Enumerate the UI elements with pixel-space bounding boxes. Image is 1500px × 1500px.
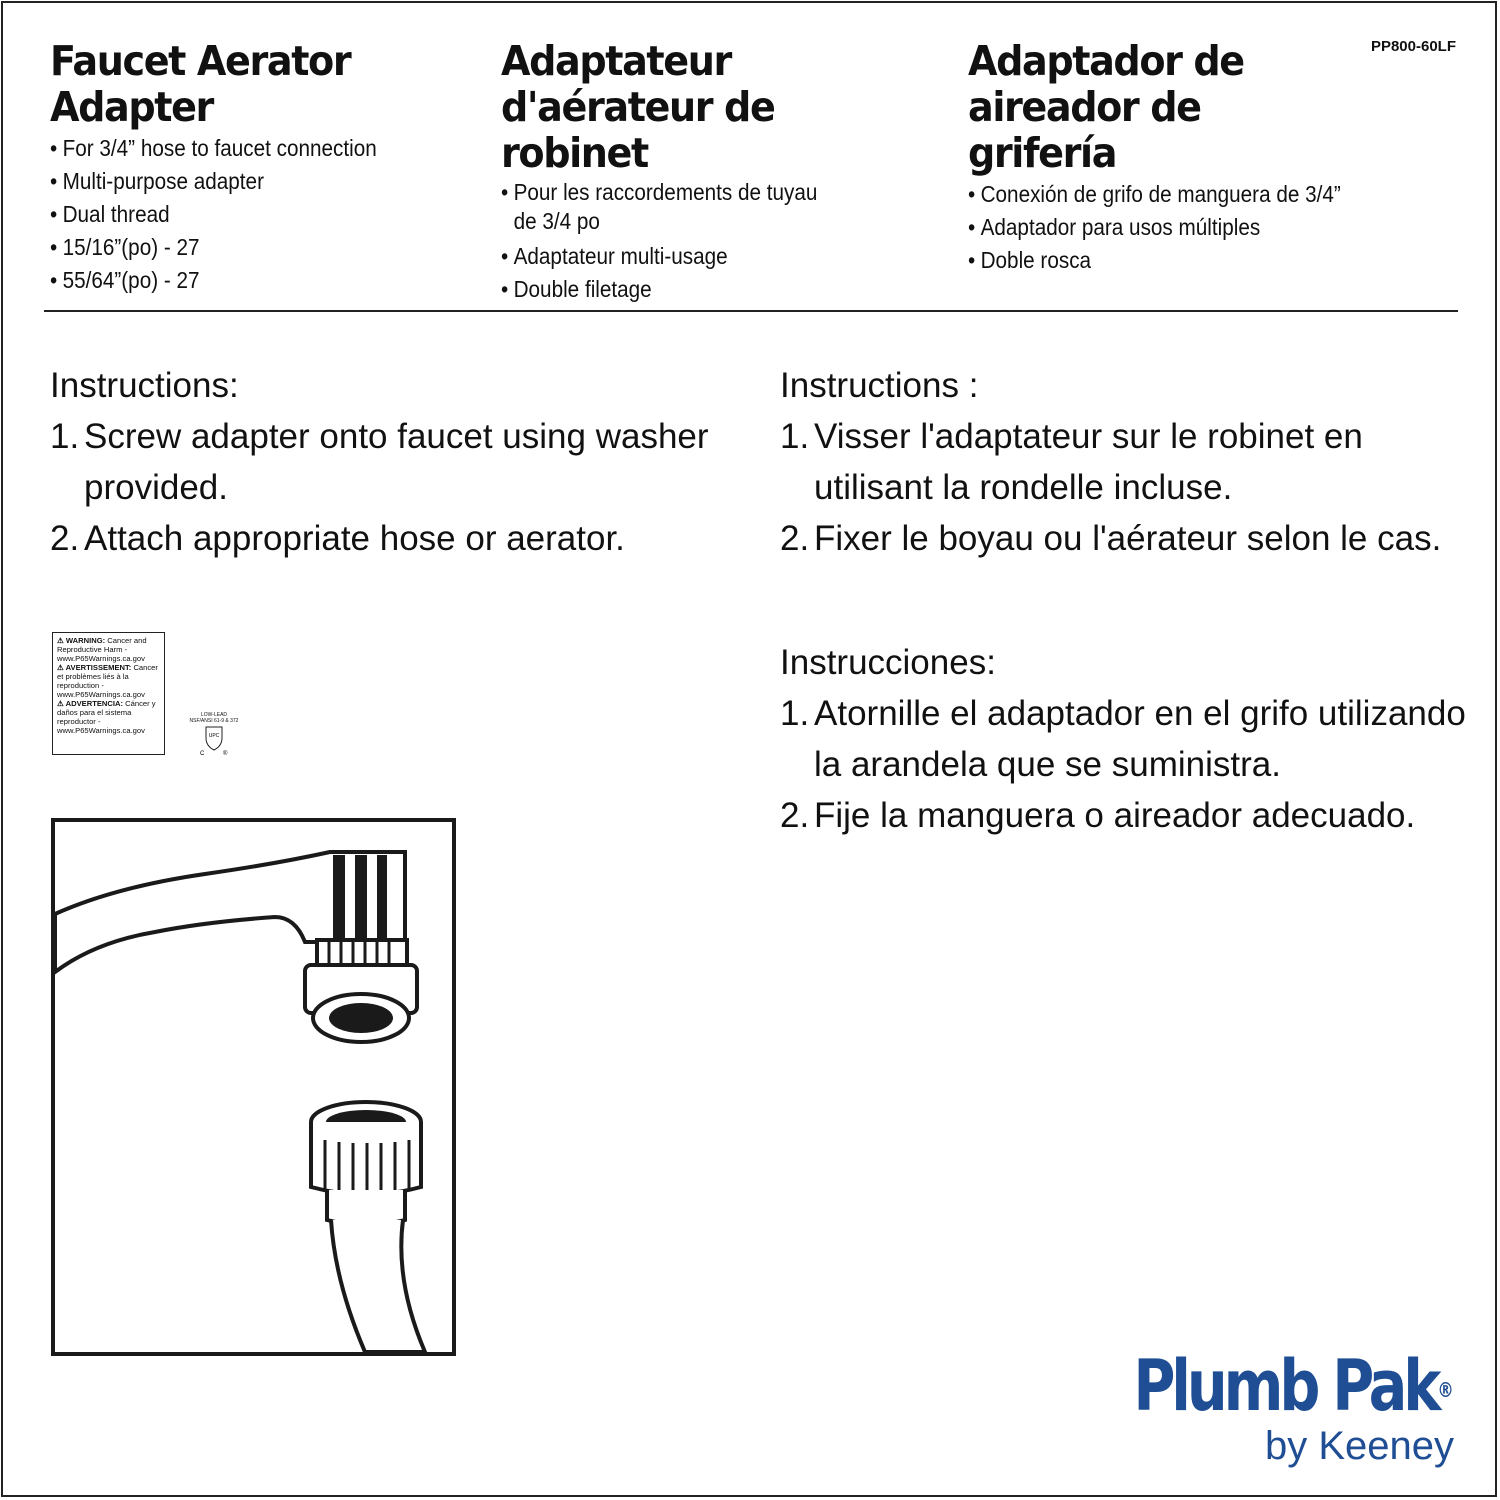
list-item: • Dual thread: [50, 198, 428, 231]
spanish-title: Adaptador de aireador de grifería: [968, 37, 1244, 177]
french-instructions: [780, 360, 1470, 564]
list-item: • Multi-purpose adapter: [50, 165, 428, 198]
spanish-instructions: [780, 637, 1470, 841]
faucet-adapter-drawing: [55, 822, 452, 1352]
spanish-features: [968, 178, 1368, 277]
spanish-header: [968, 38, 1368, 277]
hose: [331, 1220, 425, 1352]
instruction-step: 1. Visser l'adaptateur sur le robinet en utilisant la rondelle incluse.: [780, 417, 1363, 507]
instructions-heading: Instrucciones:: [780, 643, 996, 682]
list-item: • Doble rosca: [968, 244, 1328, 277]
instruction-step: 2. Fixer le boyau ou l'aérateur selon le cas.: [780, 519, 1442, 558]
french-features: [501, 178, 851, 306]
instruction-step: 2. Attach appropriate hose or aerator.: [50, 519, 625, 558]
svg-text:UPC: UPC: [208, 733, 220, 739]
prop65-warning-box: [52, 632, 165, 755]
english-instructions: [50, 360, 710, 564]
instructions-heading: Instructions :: [780, 366, 979, 405]
list-item: • 55/64”(po) - 27: [50, 264, 428, 297]
list-item: • 15/16”(po) - 27: [50, 231, 428, 264]
list-item: • Conexión de grifo de manguera de 3/4”: [968, 178, 1328, 211]
svg-text:C: C: [200, 751, 205, 757]
english-header: [50, 38, 470, 297]
french-header: [501, 38, 851, 306]
list-item: • Pour les raccordements de tuyau de 3/4 po: [501, 178, 820, 236]
svg-text:®: ®: [223, 751, 228, 757]
english-features: [50, 132, 470, 297]
french-title: Adaptateur d'aérateur de robinet: [501, 37, 775, 177]
instruction-step: 1. Atornille el adaptador en el grifo utilizando la arandela que se suministra.: [780, 694, 1466, 784]
warning-es: ⚠ ADVERTENCIA: Cáncer y daños para el sistema reproductor - www.P65Warnings.ca.gov: [57, 699, 156, 735]
upc-shield-icon: [186, 724, 242, 758]
instruction-step: 1. Screw adapter onto faucet using washer provided.: [50, 417, 709, 507]
english-title: Faucet Aerator Adapter: [50, 37, 351, 131]
instruction-step: 2. Fije la manguera o aireador adecuado.: [780, 796, 1416, 835]
model-number: PP800-60LF: [1370, 38, 1456, 55]
list-item: • Adaptateur multi-usage: [501, 240, 816, 273]
warning-fr: ⚠ AVERTISSEMENT: Cancer et problèmes liés à la reproduction - www.P65Warnings.ca.gov: [57, 663, 158, 699]
upc-certification-mark: LOW-LEAD NSF/ANSI 61-9 & 372 UPC C ®: [186, 712, 242, 762]
list-item: • Double filetage: [501, 273, 816, 306]
header-divider: [44, 310, 1458, 312]
registered-mark: ®: [1437, 1378, 1454, 1402]
faucet-hose-illustration: [51, 818, 456, 1356]
instructions-heading: Instructions:: [50, 366, 239, 405]
brand-name: Plumb Pak: [1133, 1345, 1438, 1427]
brand-byline: by Keeney: [1264, 1424, 1454, 1468]
list-item: • Adaptador para usos múltiples: [968, 211, 1328, 244]
warning-en: ⚠ WARNING: Cancer and Reproductive Harm - www.P65Warnings.ca.gov: [57, 636, 147, 663]
plumb-pak-logo: [1063, 1345, 1454, 1468]
list-item: • For 3/4” hose to faucet connection: [50, 132, 428, 165]
